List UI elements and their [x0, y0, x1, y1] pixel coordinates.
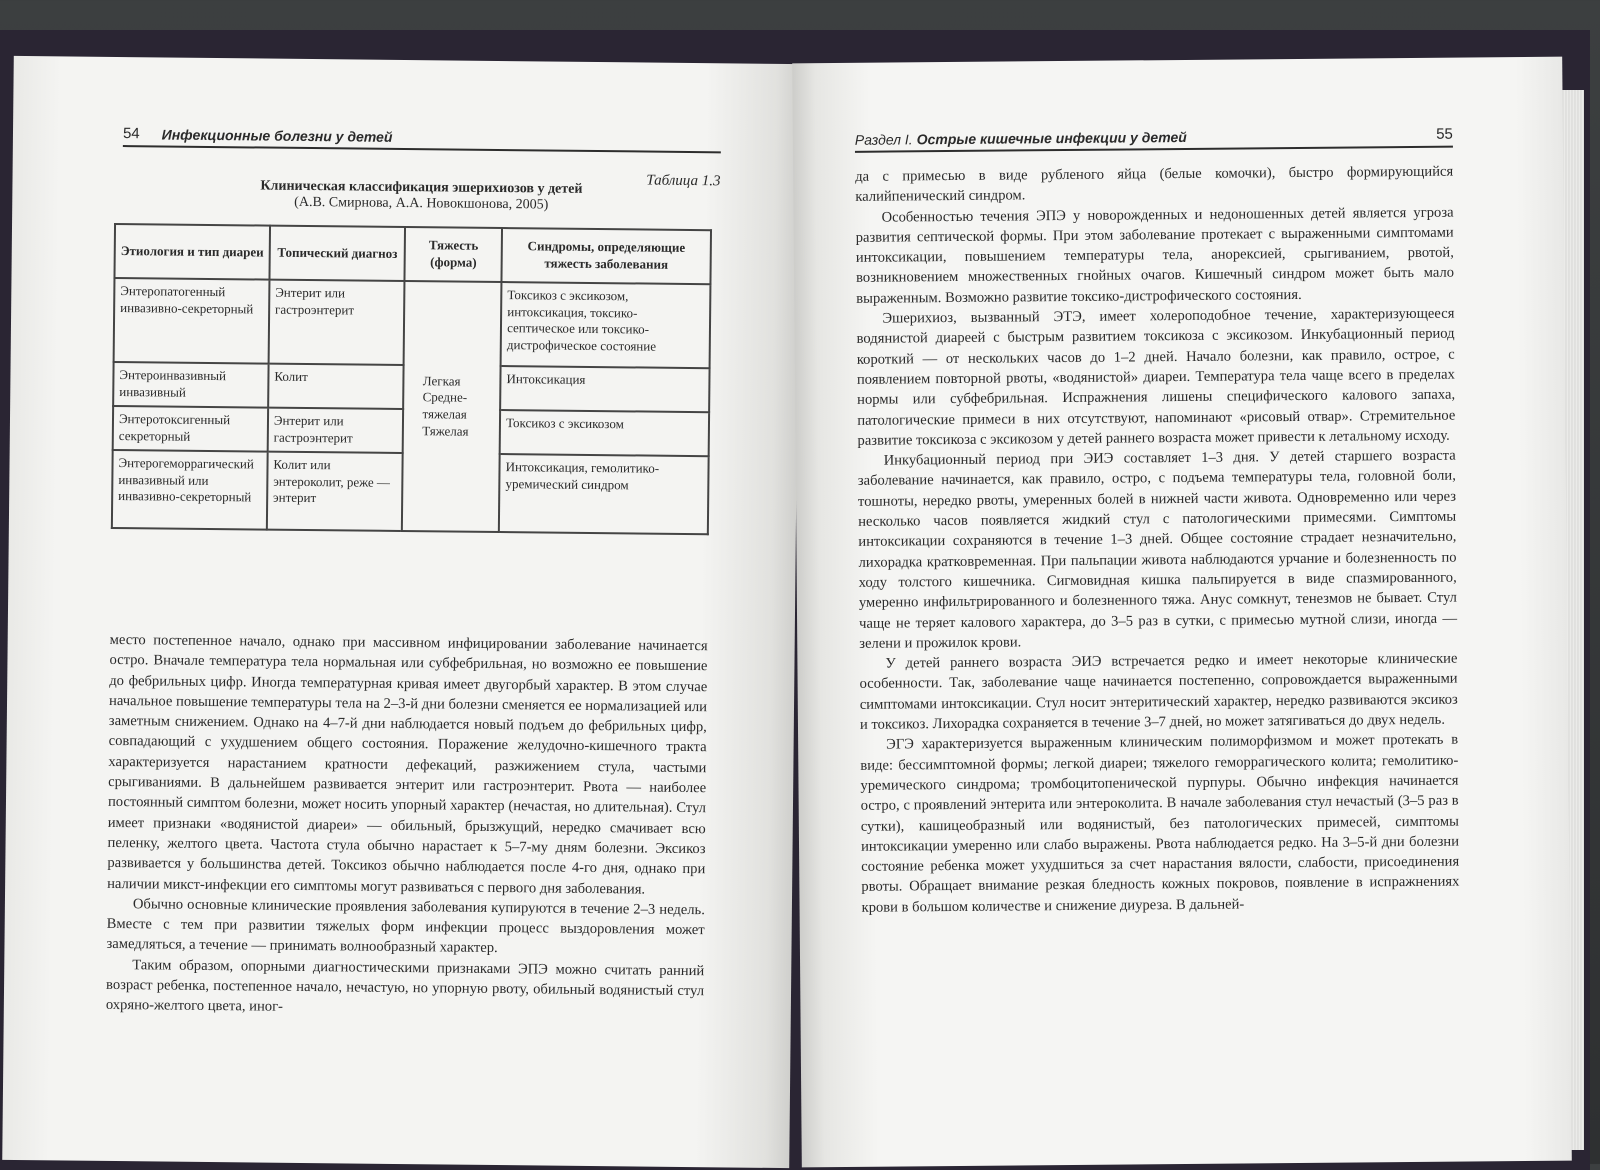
right-page-number: 55 — [1436, 125, 1453, 143]
paragraph: Обычно основные клинические проявления заболевания купируются в течение 2–3 недель. Вместе с тем при развитии тяжелых форм инфекции процесс выздоровления может замедляться, а течение — принимать волнообразный характер. — [106, 896, 705, 957]
paragraph: У детей раннего возраста ЭИЭ встречается редко и имеет некоторые клинические особенности. Так, заболевание чаще начинается постепенно, сопровождается выраженными симптомами интоксикации. Стул носит энтеритический характер, нередко развиваются эксикоз и токсикоз. Лихорадка сохраняется в течение 3–7 дней, но может затягиваться до двух недель. — [859, 650, 1458, 733]
paragraph: да с примесью в виде рубленого яйца (белые комочки), быстро формирующийся калийпенический синдром. — [855, 163, 1454, 206]
table-row — [114, 278, 711, 368]
table-title: Клиническая классификация эшерихиозов у детей — [260, 178, 583, 197]
table-number: Таблица 1.3 — [646, 172, 721, 190]
section-title: Острые кишечные инфекции у детей — [916, 128, 1187, 148]
section-prefix: Раздел I. — [854, 131, 913, 148]
table-cell-diagnosis: Энтерит или гастроэнтерит — [268, 408, 404, 453]
table-source: (А.В. Смирнова, А.А. Новокшонова, 2005) — [294, 194, 549, 213]
table-header-row — [114, 224, 711, 284]
right-page-header — [855, 118, 1453, 153]
table-cell-etiology: Энтеропатогенный инвазивно-секреторный — [114, 278, 270, 364]
table-cell-etiology: Энтеротоксигенный секреторный — [113, 406, 268, 452]
table-cell-etiology: Энтерогеморрагический инвазивный или инвазивно-секреторный — [112, 450, 268, 530]
table-cell-diagnosis: Колит — [268, 364, 404, 409]
paragraph: Инкубационный период при ЭИЭ составляет 1–3 дня. У детей старшего возраста заболевание начинается, как правило, остро, с подъема температуры тела, головной боли, тошноты, нередко рвоты, умеренных болей в нижней части живота. Одновременно или через несколько часов появляется жидкий стул с патологическими примесями. Симптомы интоксикации сохраняются в течение 1–3 дней. Общее состояние страдает незначительно, лихорадка кратковременная. При пальпации живота наблюдаются урчание и болезненность по ходу толстого кишечника. Сигмовидная кишка пальпируется в виде спазмированного, умеренно инфильтрированного и болезненного тяжа. Анус сомкнут, тенезмов не бывает. Стул чаще не теряет калового характера, до 3–5 раз в сутки, с примесью мутной слизи, иногда — зелени и прожилок крови. — [857, 447, 1458, 652]
table-header: Топический диагноз — [269, 226, 405, 281]
table-cell-diagnosis: Колит или энтероколит, реже — энтерит — [267, 452, 403, 531]
table-cell-syndromes: Токсикоз с эксикозом — [500, 410, 709, 456]
classification-table — [111, 223, 712, 535]
paragraph: ЭГЭ характеризуется выраженным клиническим полиморфизмом и может протекать в виде: бессимптомной формы; легкой диареи; тяжелого геморрагического колита; гемолитико-уремического синдрома; тромбоцитопенической пурпуры. Обычно инфекция начинается остро, с проявлений энтерита или энтероколита. В начале заболевания стул нечастый (3–5 раз в сутки), кашицеобразный или водянистый, без патологических примесей, симптомы интоксикации умеренно или слабо выражены. Рвота наблюдается редко. На 3–5-й дни болезни состояние ребенка может ухудшиться за счет нарастания вялости, слабости, присоединения рвоты. Обращает внимание резкая бледность кожных покровов, появление в испражнениях крови в большом количестве и снижение диуреза. В дальней- — [860, 731, 1460, 916]
left-running-title: Инфекционные болезни у детей — [161, 126, 393, 145]
right-page — [792, 57, 1572, 1168]
paragraph: Таким образом, опорными диагностическими признаками ЭПЭ можно считать ранний возраст ребенка, постепенное начало, нечастую, но упорную рвоту, обильный водянистый стул охряно-желтого цвета, иног- — [105, 956, 705, 1016]
left-page-number: 54 — [122, 125, 140, 143]
table-header: Тяжесть (форма) — [405, 227, 502, 282]
table-caption — [122, 169, 720, 215]
left-page — [2, 56, 801, 1168]
table-cell-syndromes: Интоксикация — [500, 366, 709, 412]
left-body-text — [106, 630, 708, 1022]
table-cell-etiology: Энтероинвазивный инвазивный — [113, 362, 268, 408]
table-cell-syndromes: Токсикоз с эксикозом, интоксикация, токсико-септическое или токсико-дистрофическое состояние — [501, 282, 711, 368]
right-running-title — [855, 127, 1436, 148]
right-body-text — [855, 162, 1460, 918]
table-header: Этиология и тип диареи — [114, 224, 269, 280]
table-header: Синдромы, определяющие тяжесть заболевания — [502, 228, 711, 284]
paragraph: Особенностью течения ЭПЭ у новорожденных и недоношенных детей является угроза развития септической формы. При этом заболевание протекает с выраженными симптомами интоксикации, повышением температуры тела, анорексией, срыгиванием, рвотой, возникновением множественных гнойных очагов. Кишечный синдром может быть мало выраженным. Возможно развитие токсико-дистрофического состояния. — [855, 204, 1455, 307]
table-cell-syndromes: Интоксикация, гемолитико-уремический синдром — [499, 454, 709, 534]
left-page-header — [123, 117, 721, 153]
table-cell-severity: Легкая Средне-тяжелая Тяжелая — [402, 281, 501, 532]
paragraph: место постепенное начало, однако при массивном инфицировании заболевание начинается остро. Вначале температура тела нормальная или субфебрильная, но возможно ее повышение до фебрильных цифр. Иногда температурная кривая имеет двугорбый характер. В этом случае начальное повышение температуры тела на 2–3-й дни болезни сменяется ее нормализацией или заметным снижением. Однако на 4–7-й дни наблюдается новый подъем до фебрильных цифр, совпадающий с ухудшением общего состояния. Поражение желудочно-кишечного тракта характеризуется нарастанием кратности дефекаций, разжижением стула, частыми срыгиваниями. В дальнейшем развивается энтерит или гастроэнтерит. Рвота — наиболее постоянный симптом болезни, может носить упорный характер (нечастая, но длительная). Стул имеет признаки «водянистой диареи» — обильный, брызжущий, нередко смачивает всю пеленку, желтого цвета. Частота стула обычно нарастает к 5–7-му дням болезни. Эксикоз развивается у большинства детей. Токсикоз обычно наблюдается после 4-го дня, однако при наличии микст-инфекции его симптомы могут развиваться с первого дня заболевания. — [107, 631, 708, 898]
paragraph: Эшерихиоз, вызванный ЭТЭ, имеет холероподобное течение, характеризующееся водянистой диареей с быстрым развитием токсикоза с эксикозом. Инкубационный период короткий — от нескольких часов до 1–2 дней. Начало болезни, как правило, острое, с появлением повторной рвоты, «водянистой» диареи. Температура тела чаще всего в пределах нормы или субфебрильная. Испражнения лишены специфического калового запаха, патологические примеси в них отсутствуют, напоминают «рисовый отвар». Стремительное развитие токсикоза с эксикозом у детей раннего возраста может привести к летальному исходу. — [856, 305, 1456, 449]
table-cell-diagnosis: Энтерит или гастроэнтерит — [269, 280, 405, 365]
